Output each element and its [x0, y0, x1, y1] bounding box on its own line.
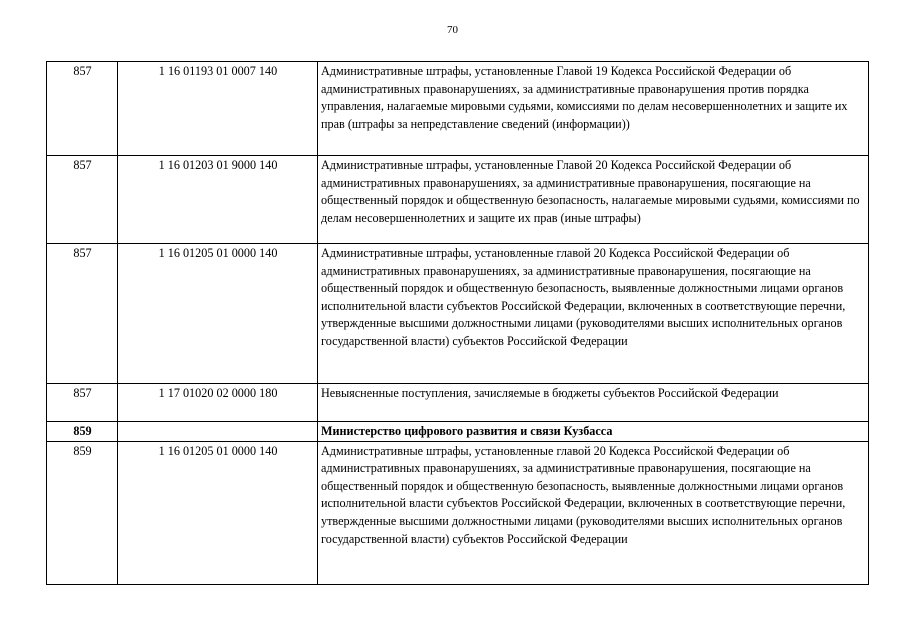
- budget-code-cell: 1 16 01203 01 9000 140: [118, 156, 318, 244]
- revenue-name-cell: Административные штрафы, установленные главой 20 Кодекса Российской Федерации об административных правонарушениях, за административные правонарушения, посягающие на общественный порядок и общественную безопасность, выявленные должностными лицами органов исполнительной власти субъектов Российской Федерации, включенных в соответствующие перечни, утвержденные высшими должностными лицами (руководителями высших исполнительных органов государственной власти) субъектов Российской Федерации: [318, 244, 869, 384]
- budget-code-cell: [118, 422, 318, 442]
- admin-code-cell: 857: [47, 244, 118, 384]
- section-header-row: [47, 422, 869, 442]
- admin-code-cell: 857: [47, 384, 118, 422]
- budget-code-cell: 1 16 01193 01 0007 140: [118, 62, 318, 156]
- budget-code-cell: 1 16 01205 01 0000 140: [118, 441, 318, 584]
- revenue-name-cell: Административные штрафы, установленные главой 20 Кодекса Российской Федерации об административных правонарушениях, за административные правонарушения, посягающие на общественный порядок и общественную безопасность, выявленные должностными лицами органов исполнительной власти субъектов Российской Федерации, включенных в соответствующие перечни, утвержденные высшими должностными лицами (руководителями высших исполнительных органов государственной власти) субъектов Российской Федерации: [318, 441, 869, 584]
- table-row: [47, 156, 869, 244]
- budget-code-cell: 1 17 01020 02 0000 180: [118, 384, 318, 422]
- table-row: [47, 384, 869, 422]
- administrator-name-cell: Министерство цифрового развития и связи Кузбасса: [318, 422, 869, 442]
- admin-code-cell: 857: [47, 62, 118, 156]
- table-row: [47, 244, 869, 384]
- admin-code-cell: 857: [47, 156, 118, 244]
- admin-code-cell: 859: [47, 422, 118, 442]
- budget-code-cell: 1 16 01205 01 0000 140: [118, 244, 318, 384]
- revenue-name-cell: Невыясненные поступления, зачисляемые в бюджеты субъектов Российской Федерации: [318, 384, 869, 422]
- revenue-name-cell: Административные штрафы, установленные Главой 19 Кодекса Российской Федерации об административных правонарушениях, за административные правонарушения против порядка управления, налагаемые мировыми судьями, комиссиями по делам несовершеннолетних и защите их прав (штрафы за непредставление сведений (информации)): [318, 62, 869, 156]
- revenue-name-cell: Административные штрафы, установленные Главой 20 Кодекса Российской Федерации об административных правонарушениях, за административные правонарушения, посягающие на общественный порядок и общественную безопасность, налагаемые мировыми судьями, комиссиями по делам несовершеннолетних и защите их прав (иные штрафы): [318, 156, 869, 244]
- revenue-codes-table: [46, 61, 869, 585]
- admin-code-cell: 859: [47, 441, 118, 584]
- table-row: [47, 62, 869, 156]
- table-row: [47, 441, 869, 584]
- page-number: 70: [447, 24, 458, 36]
